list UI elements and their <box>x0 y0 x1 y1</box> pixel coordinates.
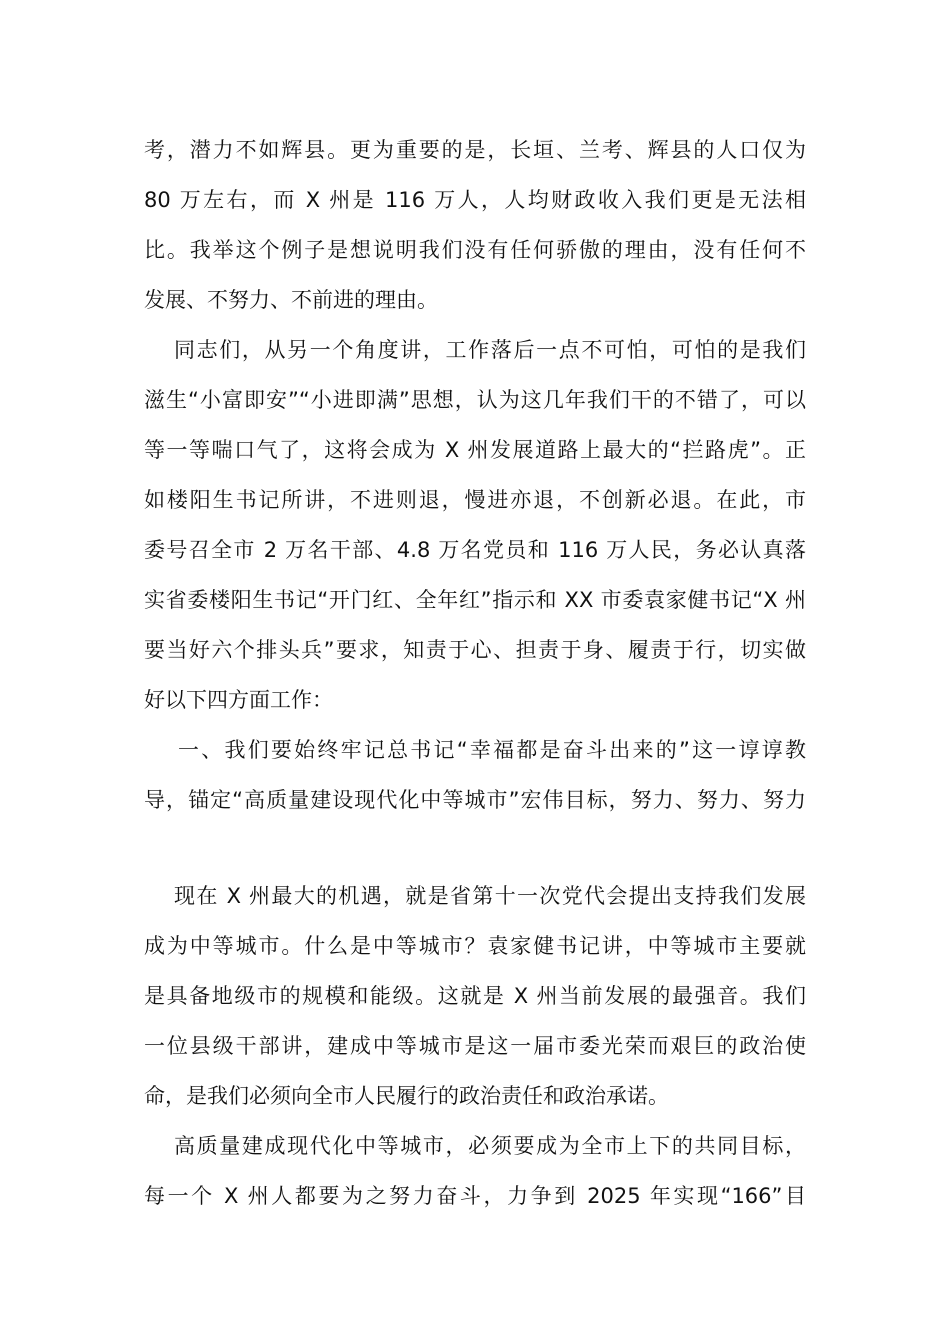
text-line: 比。我举这个例子是想说明我们没有任何骄傲的理由，没有任何不 <box>144 238 806 262</box>
text-line: 如楼阳生书记所讲，不进则退，慢进亦退，不创新必退。在此，市 <box>144 488 806 512</box>
text-line: 每一个 X 州人都要为之努力奋斗，力争到 2025 年实现“166”目 <box>144 1184 806 1208</box>
text-line: 同志们，从另一个角度讲，工作落后一点不可怕，可怕的是我们 <box>174 338 806 362</box>
text-line: 一位县级干部讲，建成中等城市是这一届市委光荣而艰巨的政治使 <box>144 1034 806 1058</box>
text-line: 好以下四方面工作： <box>144 688 333 712</box>
text-line: 现在 X 州最大的机遇，就是省第十一次党代会提出支持我们发展 <box>174 884 806 908</box>
text-line: 委号召全市 2 万名干部、4.8 万名党员和 116 万人民，务必认真落 <box>144 538 806 562</box>
text-line: 实省委楼阳生书记“开门红、全年红”指示和 XX 市委袁家健书记“X 州 <box>144 588 806 612</box>
text-line: 要当好六个排头兵”要求，知责于心、担责于身、履责于行，切实做 <box>144 638 806 662</box>
text-line: 发展、不努力、不前进的理由。 <box>144 288 438 312</box>
text-line: 命，是我们必须向全市人民履行的政治责任和政治承诺。 <box>144 1084 669 1108</box>
section-heading-line: 导，锚定“高质量建设现代化中等城市”宏伟目标，努力、努力、努力 <box>144 788 806 812</box>
text-line: 高质量建成现代化中等城市，必须要成为全市上下的共同目标， <box>174 1134 806 1158</box>
text-line: 考，潜力不如辉县。更为重要的是，长垣、兰考、辉县的人口仅为 <box>144 138 806 162</box>
section-heading-line: 一、我们要始终牢记总书记“幸福都是奋斗出来的”这一谆谆教 <box>178 738 806 762</box>
text-line: 80 万左右，而 X 州是 116 万人，人均财政收入我们更是无法相 <box>144 188 806 212</box>
text-line: 等一等喘口气了，这将会成为 X 州发展道路上最大的“拦路虎”。正 <box>144 438 806 462</box>
text-line: 是具备地级市的规模和能级。这就是 X 州当前发展的最强音。我们 <box>144 984 806 1008</box>
text-line: 滋生“小富即安”“小进即满”思想，认为这几年我们干的不错了，可以 <box>144 388 806 412</box>
text-line: 成为中等城市。什么是中等城市？袁家健书记讲，中等城市主要就 <box>144 934 806 958</box>
